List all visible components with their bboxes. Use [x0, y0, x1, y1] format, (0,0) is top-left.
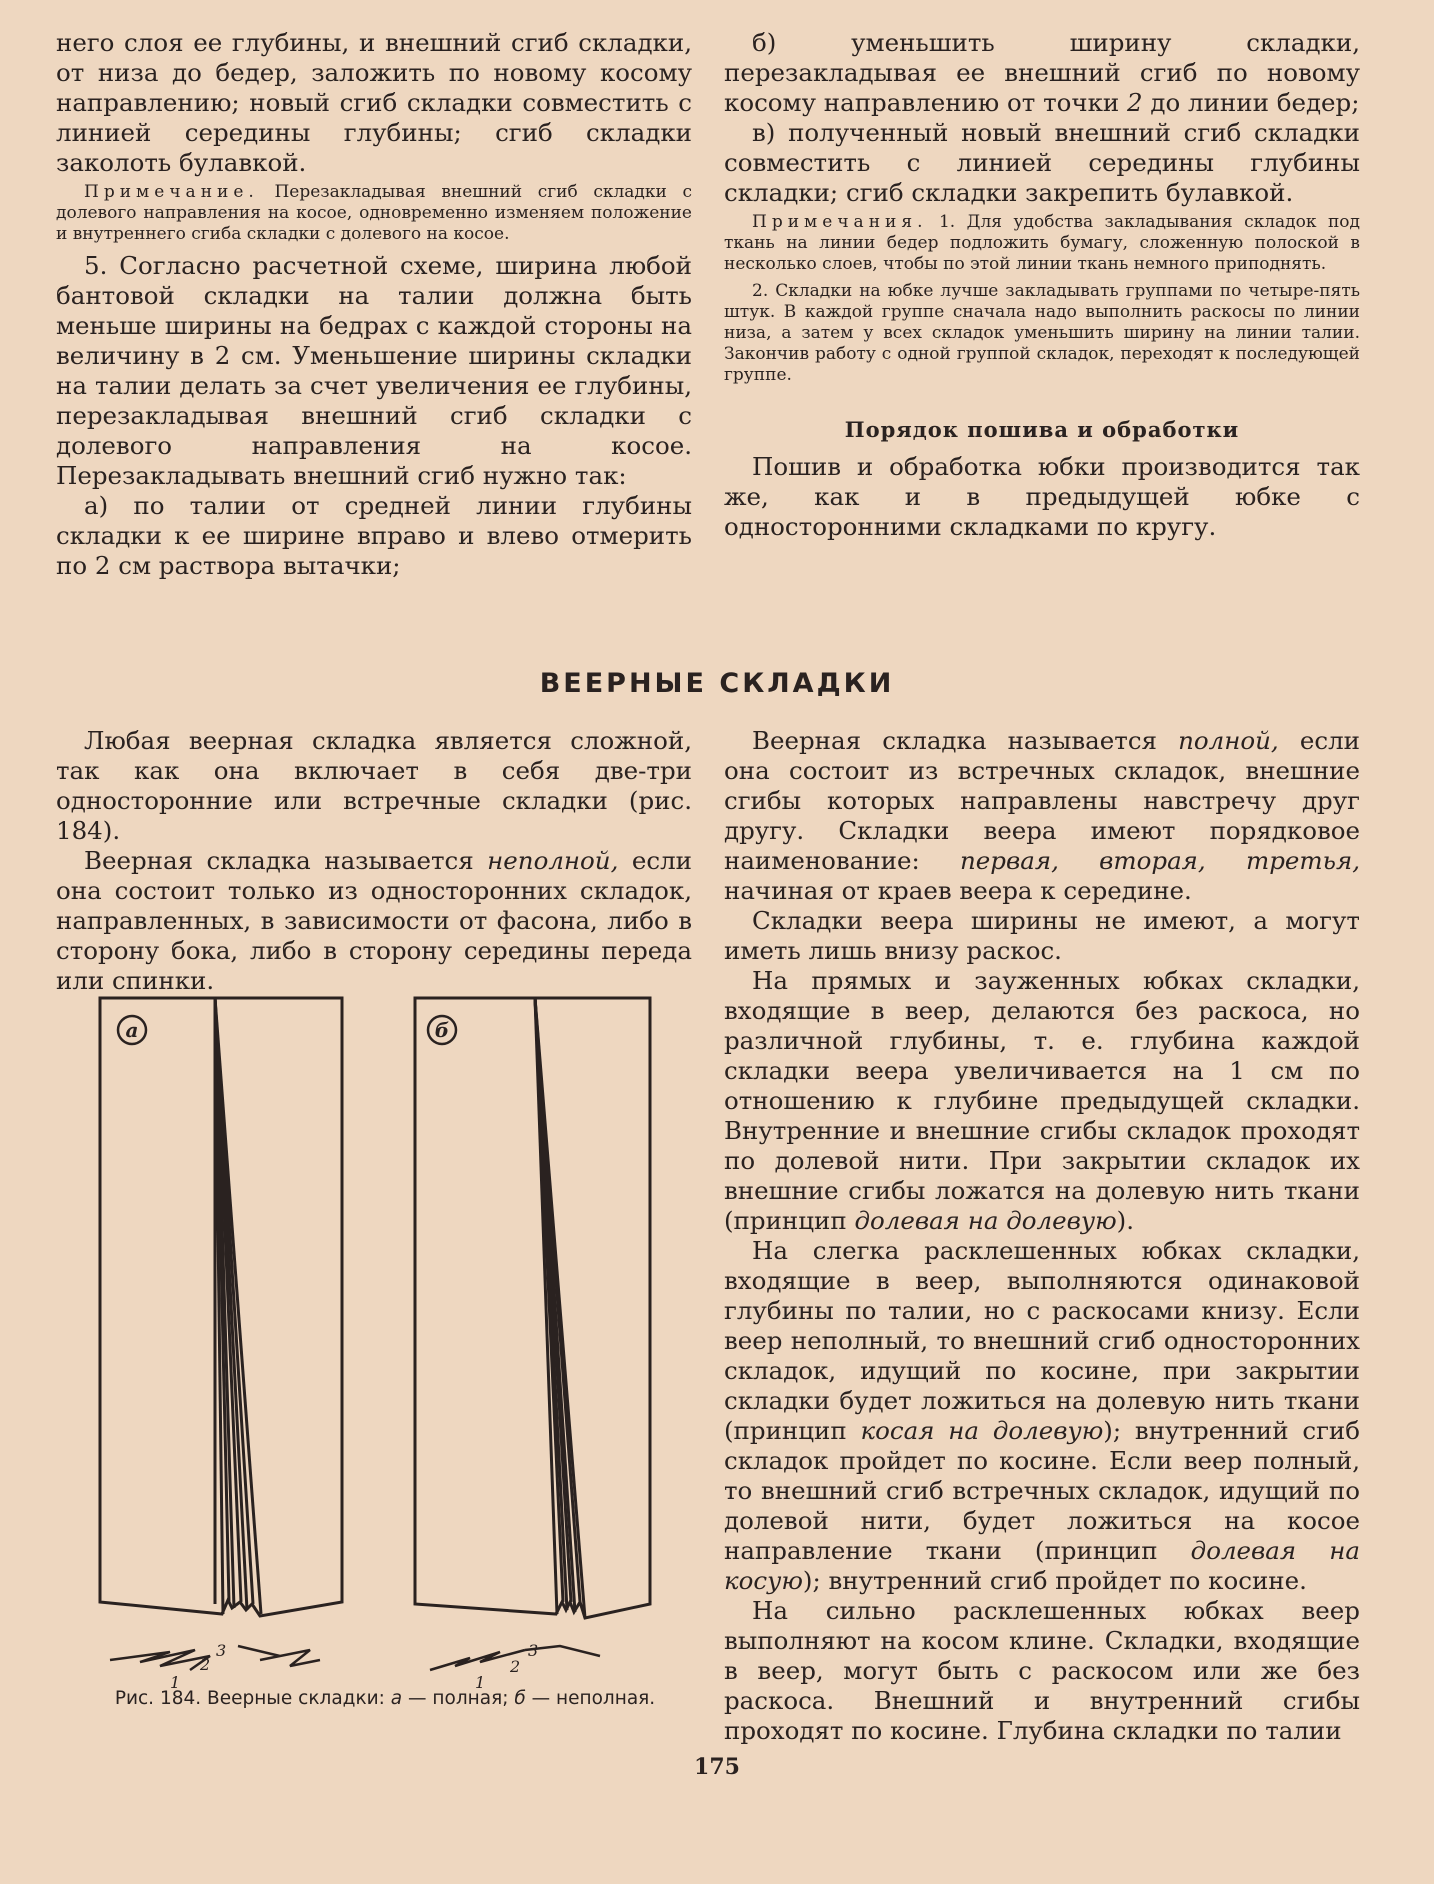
- top-right-column: [724, 28, 1360, 542]
- text-span: начиная от краев веера к середине.: [724, 876, 1192, 905]
- text-span: На прямых и зауженных юбках складки, входящие в веер, делаются без раскоса, но различной глубины, т. е. глубина каждой складки веера увеличивается на 1 см по отношению к глубине предыдущей складки. Внутренние и внешние сгибы складок проходят по долевой нити. При закрытии складок их внешние сгибы ложатся на долевую нить ткани (принцип: [724, 966, 1360, 1235]
- point-number: 2: [1127, 88, 1143, 117]
- paragraph: Складки веера ширины не имеют, а могут иметь лишь внизу раскос.: [724, 906, 1360, 965]
- zig-a-3: 3: [216, 1641, 227, 1660]
- text-span: если она состоит только из односторонних складок, направленных, в зависимости от фасона, либо в сторону бока, либо в сторону середины переда или спинки.: [56, 846, 692, 995]
- subheading: Порядок пошива и обработки: [844, 417, 1240, 442]
- paragraph: Пошив и обработка юбки производится так же, как и в предыдущей юбке с односторонними складками по кругу.: [724, 452, 1360, 541]
- fan-pleats-diagram: [80, 990, 680, 1692]
- section-title: ВЕЕРНЫЕ СКЛАДКИ: [539, 668, 895, 699]
- top-left-column: [56, 28, 692, 581]
- bottom-left-column: [56, 726, 692, 996]
- label-a: а: [125, 1018, 139, 1042]
- paragraph: [724, 726, 1360, 906]
- emphasis: косая на долевую: [860, 1416, 1104, 1445]
- paragraph: Любая веерная складка является сложной, так как она включает в себя две-три односторонние или встречные складки (рис. 184).: [56, 726, 692, 845]
- caption-b: б: [514, 1688, 526, 1709]
- text-span: ); внутренний сгиб складок пройдет по косине. Если веер полный, то внешний сгиб встречных складок, идущий по долевой нити, будет ложиться на косое направление ткани (принцип: [724, 1416, 1361, 1565]
- text-span: Веерная складка называется: [752, 726, 1179, 755]
- note: [724, 212, 1360, 275]
- text-span: до линии бедер;: [1142, 88, 1360, 117]
- paragraph: [56, 846, 692, 996]
- note: [56, 182, 692, 245]
- text-span: Веерная складка называется: [84, 846, 488, 875]
- paragraph: него слоя ее глубины, и внешний сгиб складки, от низа до бедер, заложить по новому косому направлению; новый сгиб складки совместить с линией середины глубины; сгиб складки заколоть булавкой.: [56, 28, 692, 177]
- note-label: Примечание.: [84, 182, 259, 202]
- zig-b-3: 3: [528, 1641, 539, 1660]
- text-span: б) уменьшить ширину складки, перезакладывая ее внешний сгиб по новому косому направлению от точки: [724, 28, 1360, 117]
- text-span: ).: [1116, 1206, 1134, 1235]
- paragraph: а) по талии от средней линии глубины складки к ее ширине вправо и влево отмерить по 2 см раствора вытачки;: [56, 491, 692, 580]
- emphasis: долевая на долевую: [854, 1206, 1117, 1235]
- text-span: На слегка расклешенных юбках складки, входящие в веер, выполняются одинаковой глубины по талии, но с раскосами книзу. Если веер неполный, то внешний сгиб односторонних складок, идущий по косине, при закрытии складки будет ложиться на долевую нить ткани (принцип: [724, 1236, 1360, 1445]
- figure-caption: [90, 1686, 680, 1711]
- caption-prefix: Рис. 184. Веерные складки:: [114, 1688, 391, 1709]
- paragraph: На сильно расклешенных юбках веер выполняют на косом клине. Складки, входящие в веер, могут быть с раскосом или же без раскоса. Внешний и внутренний сгибы проходят по косине. Глубина складки по талии: [724, 1596, 1360, 1745]
- zig-b-2: 2: [510, 1657, 521, 1676]
- text-span: ); внутренний сгиб пройдет по косине.: [802, 1566, 1307, 1595]
- page-number: 175: [694, 1754, 740, 1780]
- paragraph: [724, 1236, 1360, 1596]
- note-text: 1. Для удобства закладывания складок под ткань на линии бедер подложить бумагу, сложенную полоской в несколько слоев, чтобы по этой линии ткань немного приподнять.: [724, 212, 1361, 274]
- caption-a: а: [390, 1688, 403, 1709]
- text-span: если она состоит из встречных складок, внешние сгибы которых направлены навстречу друг другу. Складки веера имеют порядковое наименование:: [724, 726, 1360, 875]
- zig-a-2: 2: [200, 1655, 211, 1674]
- emphasis: неполной,: [487, 846, 619, 875]
- paragraph: [724, 966, 1360, 1236]
- zig-b-1: 1: [475, 1673, 486, 1692]
- figure-184: [80, 990, 680, 1692]
- caption-text: — полная;: [402, 1688, 515, 1709]
- note-label: Примечания.: [752, 212, 928, 232]
- paragraph: 5. Согласно расчетной схеме, ширина любой бантовой складки на талии должна быть меньше ширины на бедрах с каждой стороны на величину в 2 см. Уменьшение ширины складки на талии делать за счет увеличения ее глубины, перезакладывая внешний сгиб складки с долевого направления на косое. Перезакладывать внешний сгиб нужно так:: [56, 251, 692, 490]
- paragraph: [724, 28, 1360, 118]
- note: 2. Складки на юбке лучше закладывать группами по четыре-пять штук. В каждой группе сначала надо выполнить раскосы по линии низа, а затем у всех складок уменьшить ширину на линии талии. Закончив работу с одной группой складок, переходят к последующей группе.: [724, 281, 1360, 385]
- bottom-right-column: [724, 726, 1360, 1746]
- emphasis: первая, вторая, третья,: [960, 846, 1360, 875]
- paragraph: в) полученный новый внешний сгиб складки совместить с линией середины глубины складки; сгиб складки закрепить булавкой.: [724, 118, 1360, 207]
- label-b: б: [434, 1018, 450, 1042]
- emphasis: долевая на косую: [724, 1536, 1360, 1595]
- emphasis: полной,: [1178, 726, 1279, 755]
- zig-a-1: 1: [170, 1673, 181, 1692]
- note-text: Перезакладывая внешний сгиб складки с долевого направления на косое, одновременно изменяем положение и внутреннего сгиба складки с долевого на косое.: [56, 182, 692, 244]
- caption-text: — неполная.: [525, 1688, 656, 1709]
